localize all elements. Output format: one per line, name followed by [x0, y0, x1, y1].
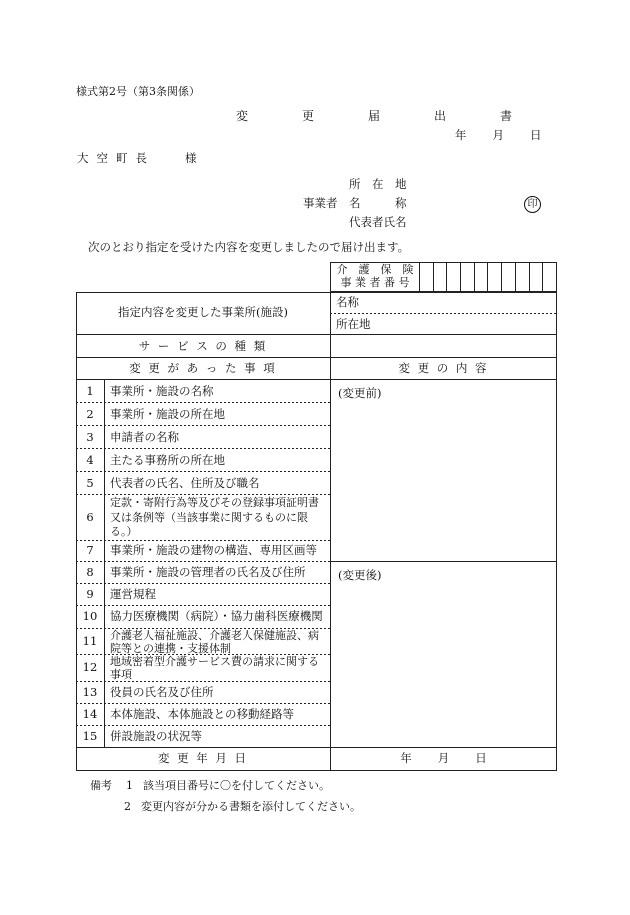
insurance-digit-box[interactable] [515, 263, 529, 292]
insurance-digit-box[interactable] [447, 263, 461, 292]
before-label: (変更前) [338, 386, 382, 400]
addressee-suffix: 様 [185, 151, 205, 165]
item-text: 代表者の氏名、住所及び職名 [110, 476, 260, 490]
notes-label: 備考 [90, 779, 112, 792]
item-number[interactable]: 11 [82, 634, 98, 648]
facility-name-label: 名称 [336, 295, 359, 309]
item-text: 協力医療機関（病院）・協力歯科医療機関 [110, 609, 323, 623]
item-text: 定款・寄附行為等及びその登録事項証明書又は条例等（当該事業に関するものに限る。） [110, 496, 319, 538]
facility-address-label: 所在地 [336, 317, 371, 331]
seal-mark: 印 [524, 196, 541, 213]
item-number[interactable]: 4 [86, 453, 94, 467]
note-1-number: 1 [126, 779, 133, 792]
main-form-table [76, 292, 557, 771]
item-number[interactable]: 12 [82, 660, 98, 674]
item-text: 役員の氏名及び住所 [110, 685, 214, 699]
item-text: 事業所・施設の所在地 [110, 407, 225, 421]
item-text: 地域密着型介護サービス費の請求に関する事項 [110, 655, 319, 681]
addressee-name: 大空町長 [77, 151, 155, 165]
item-text: 介護老人福祉施設、介護老人保健施設、病院等との連携・支援体制 [110, 629, 319, 655]
insurance-digit-box[interactable] [433, 263, 447, 292]
applicant-label: 事業者 [303, 196, 338, 210]
applicant-name-label: 名 称 [349, 196, 407, 210]
note-2 [124, 801, 361, 812]
insurance-number-label: 介 護 保 険 事 業 者 番 号 [331, 263, 420, 292]
intro-text: 次のとおり指定を受けた内容を変更しましたので届け出ます。 [88, 240, 410, 254]
change-date-day: 日 [475, 751, 487, 765]
note-1-text: 該当項目番号に〇を付してください。 [143, 779, 330, 792]
item-number[interactable]: 9 [86, 587, 94, 601]
date-year: 年 [455, 128, 467, 142]
item-number[interactable]: 8 [86, 565, 94, 579]
page-title: 変 更 届 出 書 [236, 109, 534, 123]
item-number[interactable]: 5 [86, 476, 94, 490]
change-date-value[interactable] [330, 753, 557, 765]
item-text: 事業所・施設の建物の構造、専用区画等 [110, 543, 317, 557]
item-text: 主たる事務所の所在地 [110, 453, 225, 467]
change-date-label: 変 更 年 月 日 [157, 751, 249, 765]
item-text: 事業所・施設の管理者の氏名及び住所 [110, 565, 306, 579]
submission-date [455, 130, 542, 142]
item-text: 事業所・施設の名称 [110, 384, 214, 398]
note-2-text: 変更内容が分かる書類を添付してください。 [141, 800, 361, 813]
item-number[interactable]: 1 [86, 384, 94, 398]
insurance-digit-box[interactable] [502, 263, 516, 292]
item-number[interactable]: 13 [82, 685, 98, 699]
insurance-digit-box[interactable] [543, 263, 557, 292]
insurance-digit-box[interactable] [461, 263, 475, 292]
applicant-address-label: 所 在 地 [349, 177, 407, 191]
facility-label: 指定内容を変更した事業所(施設) [118, 305, 288, 319]
note-1 [90, 780, 330, 791]
item-number[interactable]: 3 [86, 430, 94, 444]
change-date-year: 年 [400, 751, 412, 765]
insurance-digit-box[interactable] [420, 263, 434, 292]
item-number[interactable]: 15 [82, 729, 98, 743]
note-2-number: 2 [124, 800, 131, 813]
insurance-digit-box[interactable] [529, 263, 543, 292]
before-content-area[interactable] [332, 404, 554, 559]
item-text: 申請者の名称 [110, 430, 179, 444]
form-number: 様式第2号（第3条関係） [76, 85, 200, 98]
insurance-number-table [330, 262, 557, 292]
service-type-label: サ ー ビ ス の 種 類 [138, 339, 268, 353]
date-month: 月 [492, 128, 504, 142]
items-header: 変 更 が あ っ た 事 項 [129, 361, 277, 375]
item-number[interactable]: 6 [86, 510, 94, 524]
addressee [77, 153, 205, 165]
content-header: 変 更 の 内 容 [398, 361, 489, 375]
item-number[interactable]: 10 [82, 609, 98, 623]
date-day: 日 [530, 128, 542, 142]
applicant-representative-label: 代表者氏名 [349, 215, 407, 229]
item-number[interactable]: 7 [86, 543, 94, 557]
insurance-digit-box[interactable] [474, 263, 488, 292]
item-text: 併設施設の状況等 [110, 729, 202, 743]
change-date-month: 月 [437, 751, 450, 765]
item-number[interactable]: 2 [86, 407, 94, 421]
item-number[interactable]: 14 [82, 707, 98, 721]
item-text: 運営規程 [110, 587, 156, 601]
service-type-input[interactable] [332, 336, 555, 356]
item-text: 本体施設、本体施設との移動経路等 [110, 707, 294, 721]
after-content-area[interactable] [332, 586, 554, 745]
insurance-digit-box[interactable] [488, 263, 502, 292]
after-label: (変更後) [338, 568, 382, 582]
